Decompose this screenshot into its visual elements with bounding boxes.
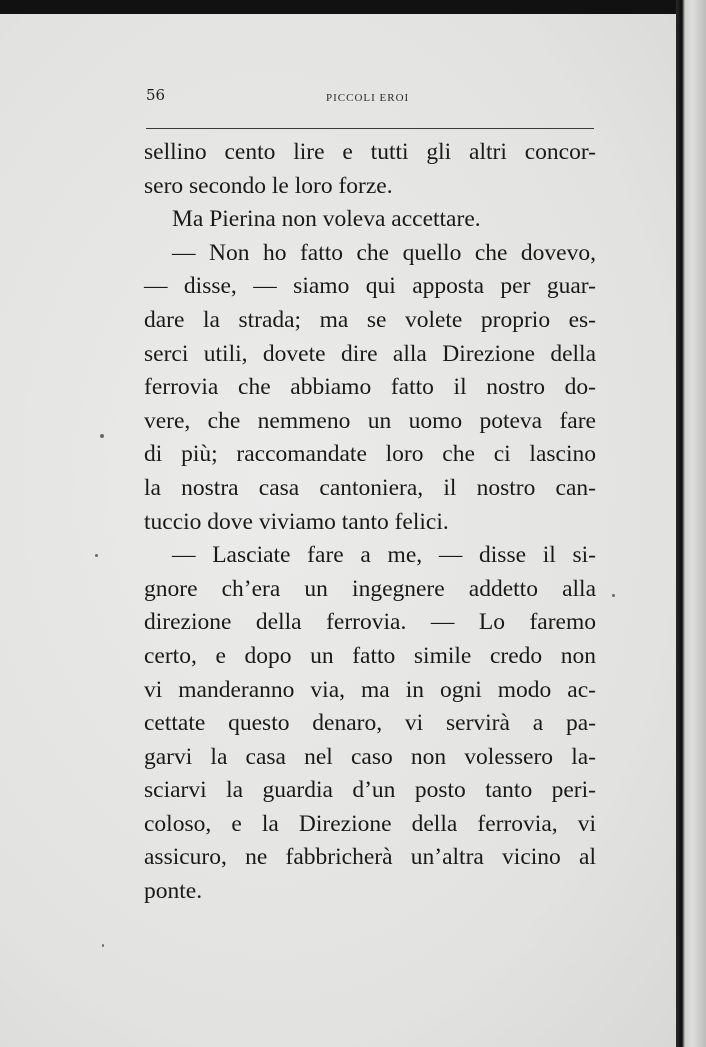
text-line: ponte.: [144, 878, 203, 905]
text-line: sero secondo le loro forze.: [144, 172, 393, 199]
scan-speck: [102, 944, 104, 947]
text-line: di più; raccomandate loro che ci lascino: [144, 441, 596, 468]
body-text: [144, 136, 596, 909]
page-number: 56: [146, 86, 166, 104]
text-line: coloso, e la Direzione della ferrovia, vi: [144, 810, 596, 837]
text-line: Ma Pierina non voleva accettare.: [172, 206, 481, 233]
text-line: direzione della ferrovia. — Lo faremo: [144, 609, 596, 636]
text-line: vere, che nemmeno un uomo poteva fare: [144, 407, 596, 434]
text-line: dare la strada; ma se volete proprio es-: [144, 306, 596, 333]
book-page: [0, 14, 676, 1047]
text-line: assicuro, ne fabbricherà un’altra vicino al: [144, 844, 596, 871]
text-line: — Lasciate fare a me, — disse il si-: [172, 542, 596, 569]
scan-speck: [95, 554, 98, 557]
header-rule: [146, 128, 594, 129]
scan-speck: [612, 594, 615, 597]
text-line: la nostra casa cantoniera, il nostro can-: [144, 474, 596, 501]
scan-right-border: [676, 0, 706, 1047]
text-line: garvi la casa nel caso non volessero la-: [144, 743, 596, 770]
text-line: — Non ho fatto che quello che dovevo,: [172, 239, 596, 266]
text-line: tuccio dove viviamo tanto felici.: [144, 508, 449, 535]
text-line: cettate questo denaro, vi servirà a pa-: [144, 710, 596, 737]
text-line: sciarvi la guardia d’un posto tanto peri-: [144, 777, 596, 804]
text-line: ferrovia che abbiamo fatto il nostro do-: [144, 374, 596, 401]
text-line: sellino cento lire e tutti gli altri concor-: [144, 139, 596, 165]
text-line: gnore ch’era un ingegnere addetto alla: [144, 575, 596, 602]
text-line: certo, e dopo un fatto simile credo non: [144, 642, 596, 669]
scan-top-border: [0, 0, 706, 14]
text-line: vi manderanno via, ma in ogni modo ac-: [144, 676, 596, 703]
text-line: serci utili, dovete dire alla Direzione della: [144, 340, 596, 367]
scan-speck: [100, 434, 104, 438]
text-line: — disse, — siamo qui apposta per guar-: [144, 273, 596, 300]
running-title: PICCOLI EROI: [326, 92, 410, 104]
